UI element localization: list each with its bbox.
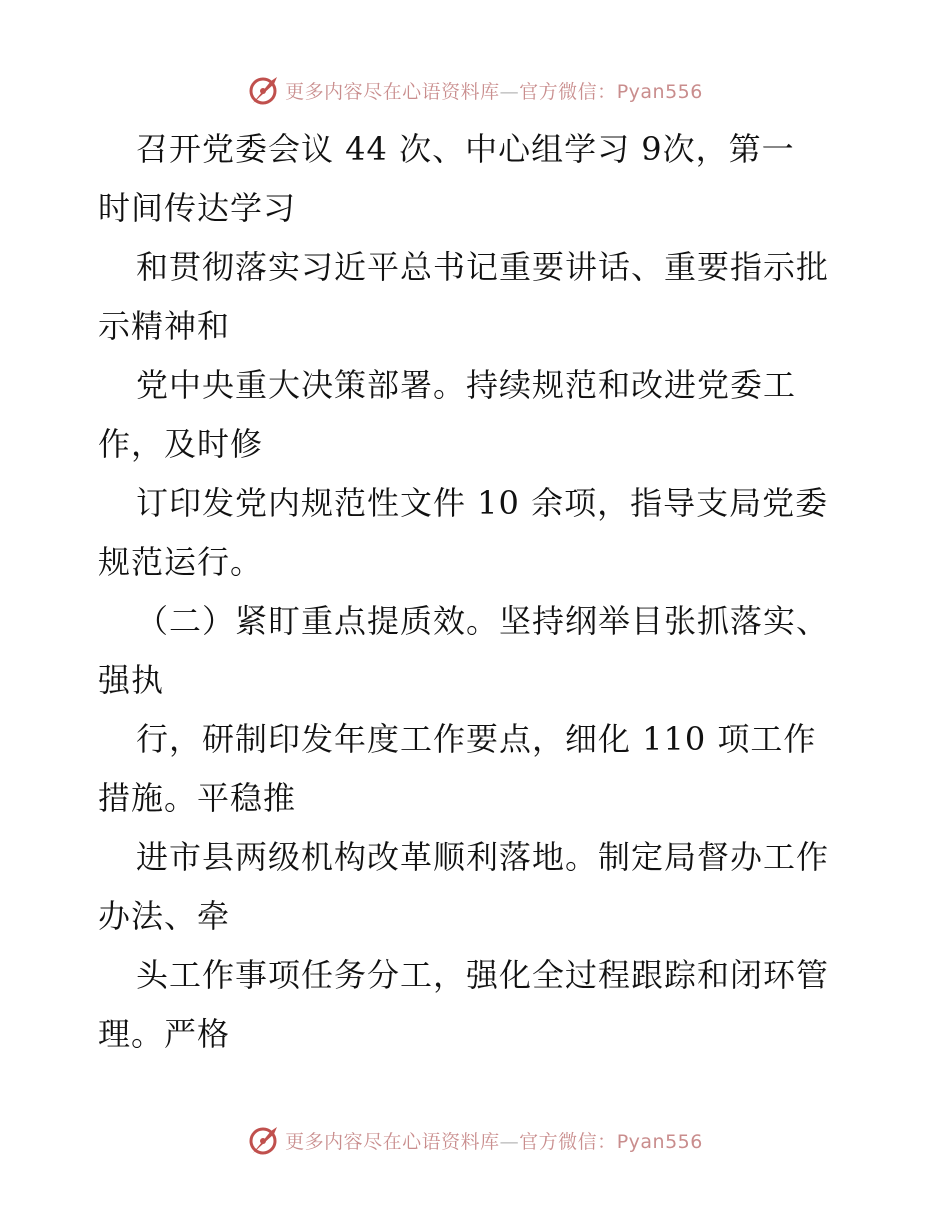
watermark-wechat-id: Pyan556 (616, 1130, 703, 1153)
text-line: （二）紧盯重点提质效。坚持纲举目张抓落实、 (136, 602, 830, 640)
document-body (98, 120, 858, 1064)
text-line: 理。严格 (98, 1015, 231, 1053)
text-line: 行，研制印发年度工作要点，细化 110 项工作 (136, 720, 817, 758)
text-line: 召开党委会议 44 次、中心组学习 9次，第一 (136, 130, 795, 168)
text-line: 订印发党内规范性文件 10 余项，指导支局党委 (136, 484, 829, 522)
watermark-text-cn: 更多内容尽在心语资料库 (285, 80, 500, 103)
text-line: 作，及时修 (98, 425, 264, 463)
text-line: 示精神和 (98, 307, 231, 345)
text-line: 强执 (98, 661, 165, 699)
text-line: 党中央重大决策部署。持续规范和改进党委工 (136, 366, 797, 404)
watermark-wechat-id: Pyan556 (616, 80, 703, 103)
quill-logo-icon (247, 73, 281, 107)
quill-logo-icon (247, 1123, 281, 1157)
watermark-text-cn: 更多内容尽在心语资料库 (285, 1130, 500, 1153)
watermark-dash: — (499, 1130, 520, 1153)
text-line: 头工作事项任务分工，强化全过程跟踪和闭环管 (136, 956, 830, 994)
watermark-label: 官方微信： (519, 80, 617, 103)
text-line: 措施。平稳推 (98, 779, 297, 817)
text-line: 时间传达学习 (98, 189, 297, 227)
watermark-label: 官方微信： (519, 1130, 617, 1153)
text-line: 和贯彻落实习近平总书记重要讲话、重要指示批 (136, 248, 830, 286)
text-line: 规范运行。 (98, 543, 264, 581)
watermark-dash: — (499, 80, 520, 103)
footer-watermark (0, 1122, 950, 1158)
text-line: 办法、牵 (98, 897, 231, 935)
header-watermark (0, 72, 950, 108)
text-line: 进市县两级机构改革顺利落地。制定局督办工作 (136, 838, 830, 876)
